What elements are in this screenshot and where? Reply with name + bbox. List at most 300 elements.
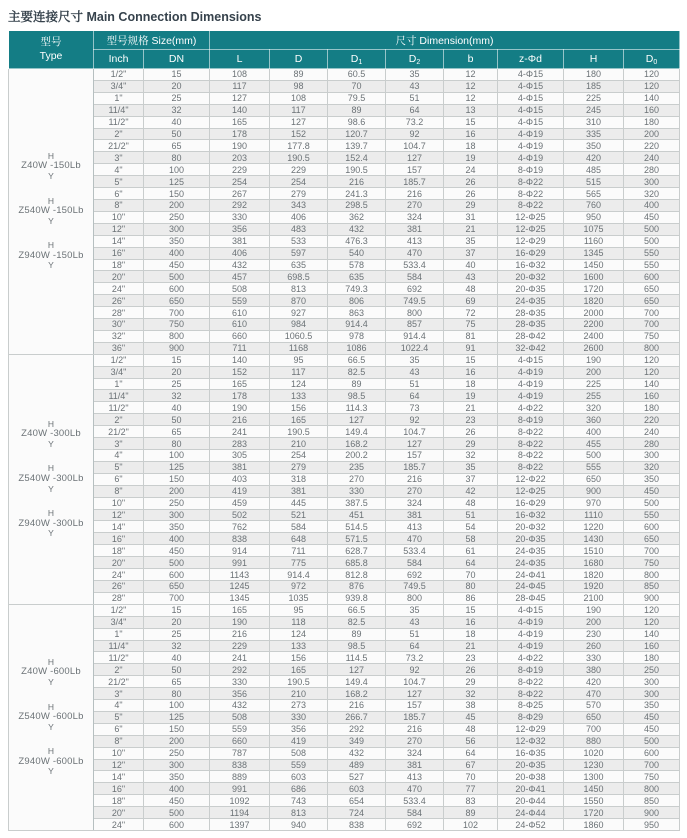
cell-inch: 18" <box>94 259 144 271</box>
cell-d1: 66.5 <box>328 604 386 616</box>
table-header <box>9 31 680 69</box>
table-row <box>9 247 680 259</box>
cell-d0: 140 <box>624 628 680 640</box>
cell-h: 760 <box>564 199 624 211</box>
cell-d2: 64 <box>386 390 444 402</box>
cell-l: 381 <box>210 461 270 473</box>
cell-inch: 14" <box>94 771 144 783</box>
cell-h: 1300 <box>564 771 624 783</box>
cell-d1: 168.2 <box>328 438 386 450</box>
cell-b: 16 <box>444 616 498 628</box>
cell-d0: 300 <box>624 676 680 688</box>
cell-z-phid: 28-Φ35 <box>498 307 564 319</box>
cell-d2: 324 <box>386 747 444 759</box>
cell-d0: 300 <box>624 450 680 462</box>
cell-b: 42 <box>444 485 498 497</box>
cell-b: 37 <box>444 473 498 485</box>
cell-l: 419 <box>210 485 270 497</box>
cell-d0: 180 <box>624 402 680 414</box>
cell-h: 1430 <box>564 533 624 545</box>
cell-d0: 220 <box>624 140 680 152</box>
col-header-l: L <box>210 50 270 69</box>
cell-z-phid: 8-Φ22 <box>498 461 564 473</box>
cell-inch: 11/2" <box>94 402 144 414</box>
cell-z-phid: 24-Φ35 <box>498 545 564 557</box>
table-row <box>9 557 680 569</box>
cell-d2: 470 <box>386 247 444 259</box>
cell-d: 330 <box>270 711 328 723</box>
cell-h: 1720 <box>564 807 624 819</box>
table-row <box>9 223 680 235</box>
cell-inch: 8" <box>94 735 144 747</box>
cell-h: 260 <box>564 640 624 652</box>
cell-inch: 2" <box>94 128 144 140</box>
cell-d2: 800 <box>386 307 444 319</box>
cell-z-phid: 28-Φ45 <box>498 592 564 604</box>
cell-d1: 127 <box>328 414 386 426</box>
cell-d: 508 <box>270 747 328 759</box>
cell-b: 58 <box>444 533 498 545</box>
cell-d1: 1086 <box>328 342 386 354</box>
cell-z-phid: 20-Φ32 <box>498 521 564 533</box>
cell-d1: 60.5 <box>328 69 386 81</box>
cell-l: 838 <box>210 759 270 771</box>
cell-h: 1345 <box>564 247 624 259</box>
cell-h: 190 <box>564 354 624 366</box>
table-row <box>9 259 680 271</box>
cell-b: 15 <box>444 354 498 366</box>
type-label: H Z940W -150Lb Y <box>18 240 84 271</box>
cell-z-phid: 8-Φ22 <box>498 199 564 211</box>
cell-d0: 500 <box>624 223 680 235</box>
cell-l: 178 <box>210 128 270 140</box>
cell-d: 133 <box>270 640 328 652</box>
cell-d0: 700 <box>624 759 680 771</box>
cell-d0: 160 <box>624 390 680 402</box>
cell-h: 245 <box>564 104 624 116</box>
cell-d: 914.4 <box>270 569 328 581</box>
cell-h: 950 <box>564 211 624 223</box>
cell-dn: 100 <box>144 164 210 176</box>
table-row <box>9 390 680 402</box>
cell-l: 330 <box>210 676 270 688</box>
cell-d0: 160 <box>624 640 680 652</box>
cell-inch: 16" <box>94 783 144 795</box>
col-header-d0: $D_0$ <box>624 50 680 69</box>
cell-l: 1245 <box>210 580 270 592</box>
cell-inch: 11/4" <box>94 390 144 402</box>
cell-h: 570 <box>564 700 624 712</box>
cell-d: 118 <box>270 616 328 628</box>
cell-d0: 800 <box>624 342 680 354</box>
cell-b: 12 <box>444 80 498 92</box>
cell-d0: 120 <box>624 366 680 378</box>
cell-inch: 14" <box>94 521 144 533</box>
cell-b: 40 <box>444 259 498 271</box>
cell-d1: 838 <box>328 819 386 831</box>
cell-dn: 250 <box>144 211 210 223</box>
cell-d1: 527 <box>328 771 386 783</box>
cell-d2: 73 <box>386 402 444 414</box>
cell-inch: 21/2" <box>94 676 144 688</box>
cell-b: 23 <box>444 414 498 426</box>
type-label: H Z940W -300Lb Y <box>18 508 84 539</box>
table-row <box>9 759 680 771</box>
cell-h: 1510 <box>564 545 624 557</box>
cell-b: 12 <box>444 92 498 104</box>
cell-dn: 250 <box>144 497 210 509</box>
cell-inch: 5" <box>94 711 144 723</box>
cell-d2: 43 <box>386 366 444 378</box>
cell-d1: 451 <box>328 509 386 521</box>
cell-l: 1194 <box>210 807 270 819</box>
cell-inch: 3" <box>94 438 144 450</box>
cell-inch: 16" <box>94 533 144 545</box>
cell-h: 700 <box>564 723 624 735</box>
cell-h: 555 <box>564 461 624 473</box>
table-row <box>9 366 680 378</box>
cell-dn: 600 <box>144 283 210 295</box>
cell-d1: 89 <box>328 628 386 640</box>
cell-h: 880 <box>564 735 624 747</box>
cell-b: 72 <box>444 307 498 319</box>
cell-d1: 724 <box>328 807 386 819</box>
cell-d1: 749.3 <box>328 283 386 295</box>
cell-z-phid: 4-Φ15 <box>498 354 564 366</box>
cell-d1: 120.7 <box>328 128 386 140</box>
cell-dn: 400 <box>144 247 210 259</box>
table-row <box>9 580 680 592</box>
cell-d2: 64 <box>386 104 444 116</box>
cell-z-phid: 8-Φ29 <box>498 711 564 723</box>
cell-d2: 51 <box>386 92 444 104</box>
cell-l: 305 <box>210 450 270 462</box>
cell-inch: 11/2" <box>94 116 144 128</box>
cell-b: 67 <box>444 759 498 771</box>
table-row <box>9 700 680 712</box>
cell-d0: 200 <box>624 128 680 140</box>
cell-d0: 300 <box>624 176 680 188</box>
col-header-d1: $D_1$ <box>328 50 386 69</box>
cell-inch: 3" <box>94 688 144 700</box>
cell-d0: 400 <box>624 199 680 211</box>
cell-d1: 432 <box>328 223 386 235</box>
cell-z-phid: 4-Φ19 <box>498 628 564 640</box>
cell-d: 559 <box>270 759 328 771</box>
cell-b: 26 <box>444 176 498 188</box>
cell-l: 127 <box>210 92 270 104</box>
cell-d2: 533.4 <box>386 259 444 271</box>
cell-b: 37 <box>444 247 498 259</box>
cell-z-phid: 4-Φ22 <box>498 402 564 414</box>
cell-l: 254 <box>210 176 270 188</box>
cell-d2: 1022.4 <box>386 342 444 354</box>
cell-dn: 450 <box>144 795 210 807</box>
cell-d: 984 <box>270 319 328 331</box>
cell-z-phid: 4-Φ15 <box>498 69 564 81</box>
cell-d: 152 <box>270 128 328 140</box>
cell-b: 23 <box>444 652 498 664</box>
cell-dn: 800 <box>144 330 210 342</box>
type-label: H Z40W -600Lb Y <box>21 656 81 688</box>
cell-h: 1820 <box>564 569 624 581</box>
cell-d: 165 <box>270 414 328 426</box>
cell-d0: 250 <box>624 664 680 676</box>
cell-dn: 25 <box>144 628 210 640</box>
col-header-d2: $D_2$ <box>386 50 444 69</box>
cell-inch: 8" <box>94 485 144 497</box>
cell-z-phid: 8-Φ19 <box>498 164 564 176</box>
col-header-b: b <box>444 50 498 69</box>
cell-z-phid: 8-Φ22 <box>498 688 564 700</box>
cell-z-phid: 12-Φ25 <box>498 223 564 235</box>
type-label: H Z540W -600Lb Y <box>18 701 84 732</box>
cell-d2: 43 <box>386 80 444 92</box>
cell-d1: 127 <box>328 664 386 676</box>
cell-d2: 43 <box>386 616 444 628</box>
cell-d0: 350 <box>624 700 680 712</box>
cell-d: 775 <box>270 557 328 569</box>
cell-inch: 24" <box>94 819 144 831</box>
table-row <box>9 271 680 283</box>
cell-l: 559 <box>210 723 270 735</box>
cell-z-phid: 4-Φ15 <box>498 604 564 616</box>
cell-d1: 98.6 <box>328 116 386 128</box>
cell-d0: 500 <box>624 735 680 747</box>
cell-h: 1450 <box>564 783 624 795</box>
cell-l: 190 <box>210 402 270 414</box>
table-row <box>9 795 680 807</box>
cell-l: 403 <box>210 473 270 485</box>
cell-d0: 850 <box>624 795 680 807</box>
table-row <box>9 604 680 616</box>
cell-d0: 140 <box>624 378 680 390</box>
cell-d2: 216 <box>386 188 444 200</box>
cell-h: 2400 <box>564 330 624 342</box>
cell-l: 241 <box>210 426 270 438</box>
cell-d1: 216 <box>328 700 386 712</box>
cell-l: 432 <box>210 259 270 271</box>
cell-d1: 654 <box>328 795 386 807</box>
cell-d1: 514.5 <box>328 521 386 533</box>
cell-l: 152 <box>210 366 270 378</box>
cell-d2: 749.5 <box>386 580 444 592</box>
cell-h: 1075 <box>564 223 624 235</box>
cell-dn: 20 <box>144 616 210 628</box>
cell-inch: 3/4" <box>94 80 144 92</box>
table-row <box>9 735 680 747</box>
col-header-dn: DN <box>144 50 210 69</box>
cell-d2: 749.5 <box>386 295 444 307</box>
cell-z-phid: 8-Φ22 <box>498 188 564 200</box>
cell-b: 19 <box>444 152 498 164</box>
cell-inch: 10" <box>94 747 144 759</box>
table-row <box>9 497 680 509</box>
cell-d1: 349 <box>328 735 386 747</box>
cell-d2: 51 <box>386 628 444 640</box>
cell-z-phid: 20-Φ41 <box>498 783 564 795</box>
cell-d1: 190.5 <box>328 164 386 176</box>
cell-inch: 18" <box>94 795 144 807</box>
cell-d2: 157 <box>386 450 444 462</box>
cell-d: 743 <box>270 795 328 807</box>
cell-b: 48 <box>444 497 498 509</box>
table-row <box>9 426 680 438</box>
cell-dn: 20 <box>144 366 210 378</box>
cell-dn: 600 <box>144 569 210 581</box>
cell-d1: 978 <box>328 330 386 342</box>
cell-dn: 700 <box>144 592 210 604</box>
cell-inch: 28" <box>94 307 144 319</box>
cell-d2: 324 <box>386 211 444 223</box>
cell-d1: 152.4 <box>328 152 386 164</box>
cell-d2: 92 <box>386 414 444 426</box>
cell-h: 1860 <box>564 819 624 831</box>
cell-z-phid: 24-Φ35 <box>498 295 564 307</box>
cell-dn: 300 <box>144 509 210 521</box>
cell-d2: 584 <box>386 271 444 283</box>
table-row <box>9 295 680 307</box>
cell-d: 190.5 <box>270 426 328 438</box>
cell-z-phid: 12-Φ25 <box>498 211 564 223</box>
cell-d1: 876 <box>328 580 386 592</box>
cell-d0: 650 <box>624 283 680 295</box>
cell-d1: 79.5 <box>328 92 386 104</box>
table-row <box>9 461 680 473</box>
cell-b: 21 <box>444 640 498 652</box>
cell-d: 483 <box>270 223 328 235</box>
cell-l: 190 <box>210 140 270 152</box>
cell-l: 381 <box>210 235 270 247</box>
table-row <box>9 819 680 831</box>
cell-h: 310 <box>564 116 624 128</box>
cell-z-phid: 12-Φ25 <box>498 485 564 497</box>
cell-d0: 450 <box>624 211 680 223</box>
cell-h: 225 <box>564 378 624 390</box>
cell-inch: 16" <box>94 247 144 259</box>
cell-dn: 25 <box>144 378 210 390</box>
cell-d1: 82.5 <box>328 616 386 628</box>
cell-dn: 40 <box>144 402 210 414</box>
cell-d2: 533.4 <box>386 795 444 807</box>
cell-d2: 914.4 <box>386 330 444 342</box>
cell-inch: 26" <box>94 295 144 307</box>
cell-d2: 104.7 <box>386 676 444 688</box>
cell-d: 406 <box>270 211 328 223</box>
cell-dn: 650 <box>144 580 210 592</box>
cell-z-phid: 4-Φ19 <box>498 378 564 390</box>
cell-d2: 216 <box>386 473 444 485</box>
dimension-group-header: 尺寸 Dimension(mm) <box>210 31 680 50</box>
cell-d1: 387.5 <box>328 497 386 509</box>
cell-d0: 900 <box>624 807 680 819</box>
cell-d2: 533.4 <box>386 545 444 557</box>
table-row <box>9 640 680 652</box>
cell-h: 420 <box>564 676 624 688</box>
table-row <box>9 140 680 152</box>
cell-d0: 950 <box>624 819 680 831</box>
cell-h: 650 <box>564 473 624 485</box>
cell-l: 660 <box>210 735 270 747</box>
cell-d: 648 <box>270 533 328 545</box>
cell-d0: 550 <box>624 509 680 521</box>
cell-h: 470 <box>564 688 624 700</box>
cell-d1: 216 <box>328 176 386 188</box>
table-row <box>9 128 680 140</box>
table-row <box>9 199 680 211</box>
cell-l: 1143 <box>210 569 270 581</box>
cell-d2: 584 <box>386 557 444 569</box>
cell-d1: 98.5 <box>328 640 386 652</box>
cell-h: 1450 <box>564 259 624 271</box>
cell-b: 48 <box>444 283 498 295</box>
cell-d: 603 <box>270 771 328 783</box>
cell-d0: 700 <box>624 307 680 319</box>
table-row <box>9 485 680 497</box>
cell-l: 292 <box>210 199 270 211</box>
cell-d: 108 <box>270 92 328 104</box>
cell-d2: 127 <box>386 438 444 450</box>
cell-d: 229 <box>270 164 328 176</box>
table-row <box>9 533 680 545</box>
cell-z-phid: 4-Φ19 <box>498 152 564 164</box>
cell-d1: 603 <box>328 783 386 795</box>
cell-h: 1680 <box>564 557 624 569</box>
cell-dn: 100 <box>144 700 210 712</box>
cell-d0: 220 <box>624 414 680 426</box>
cell-d: 95 <box>270 604 328 616</box>
cell-dn: 350 <box>144 521 210 533</box>
cell-b: 51 <box>444 509 498 521</box>
cell-d1: 149.4 <box>328 426 386 438</box>
cell-d0: 120 <box>624 69 680 81</box>
cell-inch: 5" <box>94 176 144 188</box>
cell-d1: 578 <box>328 259 386 271</box>
cell-inch: 20" <box>94 271 144 283</box>
table-row <box>9 307 680 319</box>
cell-d0: 300 <box>624 688 680 700</box>
cell-b: 26 <box>444 426 498 438</box>
cell-d0: 120 <box>624 354 680 366</box>
table-row <box>9 616 680 628</box>
cell-inch: 6" <box>94 188 144 200</box>
cell-d2: 73.2 <box>386 652 444 664</box>
cell-dn: 400 <box>144 783 210 795</box>
col-header-h: H <box>564 50 624 69</box>
cell-l: 165 <box>210 604 270 616</box>
type-column-header: 型号 Type <box>9 31 94 69</box>
cell-z-phid: 8-Φ22 <box>498 176 564 188</box>
cell-b: 54 <box>444 521 498 533</box>
cell-l: 889 <box>210 771 270 783</box>
cell-z-phid: 4-Φ15 <box>498 92 564 104</box>
cell-d0: 500 <box>624 497 680 509</box>
cell-z-phid: 20-Φ35 <box>498 759 564 771</box>
cell-inch: 2" <box>94 414 144 426</box>
cell-l: 610 <box>210 307 270 319</box>
cell-dn: 150 <box>144 723 210 735</box>
cell-dn: 80 <box>144 438 210 450</box>
cell-d2: 413 <box>386 235 444 247</box>
table-row <box>9 771 680 783</box>
cell-h: 380 <box>564 664 624 676</box>
cell-b: 18 <box>444 378 498 390</box>
cell-d0: 700 <box>624 319 680 331</box>
cell-l: 165 <box>210 116 270 128</box>
cell-dn: 25 <box>144 92 210 104</box>
cell-h: 330 <box>564 652 624 664</box>
table-section-1 <box>9 69 680 355</box>
